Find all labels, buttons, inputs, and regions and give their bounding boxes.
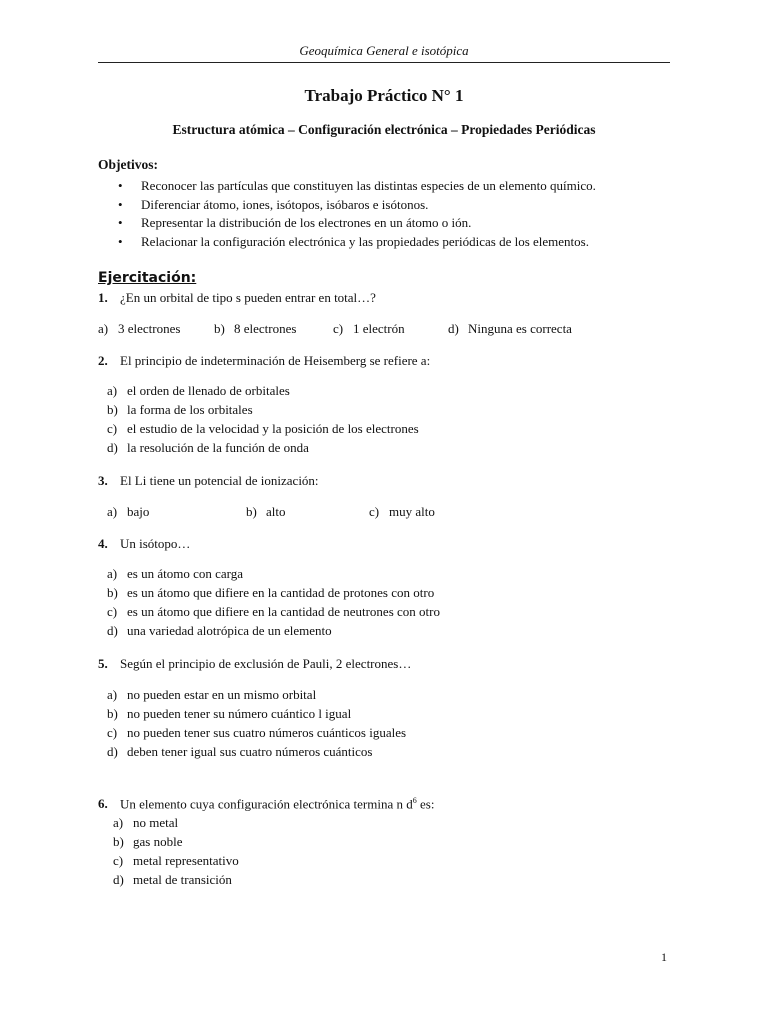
objective-text: Representar la distribución de los electrones en un átomo o ión. (141, 215, 472, 230)
option-5d (107, 744, 372, 760)
objective-item (98, 215, 596, 234)
option-text: 1 electrón (353, 321, 405, 336)
option-text: es un átomo que difiere en la cantidad de neutrones con otro (127, 604, 440, 619)
option-6c (113, 853, 239, 869)
option-letter: d) (107, 744, 118, 759)
option-text: 8 electrones (234, 321, 297, 336)
option-text: bajo (127, 504, 150, 519)
option-text: no metal (133, 815, 179, 830)
question-5 (98, 656, 411, 672)
option-2b (107, 402, 253, 418)
option-6b (113, 834, 182, 850)
document-title: Trabajo Práctico N° 1 (304, 86, 464, 105)
question-3 (98, 473, 319, 489)
option-text: es un átomo con carga (127, 566, 243, 581)
option-text: no pueden tener sus cuatro números cuánticos iguales (127, 725, 407, 740)
option-letter: d) (107, 440, 118, 455)
option-5b (107, 706, 351, 722)
question-text: El principio de indeterminación de Heisemberg se refiere a: (120, 353, 431, 368)
option-letter: b) (107, 585, 118, 600)
option-letter: c) (107, 421, 118, 436)
option-1c (333, 321, 405, 337)
option-1b (214, 321, 296, 337)
option-text: una variedad alotrópica de un elemento (127, 623, 332, 638)
option-5c (107, 725, 406, 741)
page-number: 1 (661, 950, 667, 964)
objective-text: Relacionar la configuración electrónica y las propiedades periódicas de los elementos. (141, 233, 589, 249)
option-3b (246, 504, 286, 520)
question-number: 4. (98, 536, 108, 551)
question-1 (98, 290, 376, 306)
option-letter: c) (333, 321, 344, 336)
option-letter: b) (246, 504, 257, 519)
option-3c (369, 504, 435, 520)
option-text: metal de transición (133, 872, 232, 887)
option-text: muy alto (389, 504, 435, 519)
option-letter: a) (107, 687, 118, 702)
question-2 (98, 353, 430, 369)
objective-text: Diferenciar átomo, iones, isótopos, isóbaros e isótonos. (141, 196, 429, 212)
question-number: 5. (98, 656, 108, 671)
option-2c (107, 421, 419, 437)
objectives-list (98, 178, 596, 252)
question-text: El Li tiene un potencial de ionización: (120, 473, 319, 488)
option-letter: a) (113, 815, 124, 830)
option-letter: a) (107, 383, 118, 398)
question-text: Un elemento cuya configuración electrónica termina n d (120, 796, 413, 812)
option-1d (448, 321, 572, 337)
option-text: 3 electrones (118, 321, 181, 336)
option-text: Ninguna es correcta (468, 321, 572, 336)
objective-text: Reconocer las partículas que constituyen las distintas especies de un elemento químico. (141, 178, 596, 193)
option-letter: c) (107, 604, 118, 619)
question-4 (98, 536, 190, 552)
header-rule (98, 62, 670, 63)
option-text: es un átomo que difiere en la cantidad de protones con otro (127, 585, 435, 600)
option-text: la forma de los orbitales (127, 402, 253, 417)
option-text: el orden de llenado de orbitales (127, 383, 290, 398)
option-6d (113, 872, 232, 888)
option-1a (98, 321, 180, 337)
option-text: no pueden tener su número cuántico l igual (127, 706, 352, 721)
option-text: gas noble (133, 834, 183, 849)
question-number: 3. (98, 473, 108, 488)
question-6 (98, 796, 434, 812)
objective-item (98, 234, 596, 253)
option-2a (107, 383, 290, 399)
question-number: 1. (98, 290, 108, 305)
option-letter: c) (369, 504, 380, 519)
option-letter: b) (107, 402, 118, 417)
question-number: 2. (98, 353, 108, 368)
question-text-end: es: (416, 796, 435, 812)
option-text: deben tener igual sus cuatro números cuánticos (127, 744, 373, 759)
option-letter: d) (448, 321, 459, 336)
option-letter: d) (107, 623, 118, 638)
question-text: Un isótopo… (120, 536, 191, 551)
option-text: alto (266, 504, 286, 519)
question-text: ¿En un orbital de tipo s pueden entrar en total…? (120, 290, 376, 305)
bullet-icon: • (118, 178, 123, 193)
running-header: Geoquímica General e isotópica (299, 43, 469, 58)
option-6a (113, 815, 178, 831)
option-4b (107, 585, 434, 601)
option-letter: a) (98, 321, 109, 336)
option-letter: b) (107, 706, 118, 721)
option-4d (107, 623, 332, 639)
option-letter: a) (107, 566, 118, 581)
option-text: metal representativo (133, 853, 239, 868)
option-letter: c) (107, 725, 118, 740)
option-4c (107, 604, 440, 620)
option-letter: c) (113, 853, 124, 868)
option-5a (107, 687, 316, 703)
objective-item (98, 178, 596, 197)
option-letter: a) (107, 504, 118, 519)
bullet-icon: • (118, 215, 123, 230)
objective-item (98, 197, 596, 216)
bullet-icon: • (118, 233, 123, 249)
option-text: la resolución de la función de onda (127, 440, 309, 455)
option-3a (107, 504, 149, 520)
document-subtitle: Estructura atómica – Configuración electrónica – Propiedades Periódicas (172, 122, 596, 137)
bullet-icon: • (118, 196, 123, 212)
superscript-6: 6 (412, 796, 417, 805)
question-number: 6. (98, 796, 108, 812)
objectives-heading: Objetivos: (98, 157, 158, 172)
option-letter: d) (113, 872, 124, 887)
option-4a (107, 566, 243, 582)
option-text: no pueden estar en un mismo orbital (127, 687, 317, 702)
option-letter: b) (113, 834, 124, 849)
exercises-heading: Ejercitación: (98, 270, 197, 286)
option-2d (107, 440, 309, 456)
option-letter: b) (214, 321, 225, 336)
option-text: el estudio de la velocidad y la posición de los electrones (127, 421, 419, 436)
question-text: Según el principio de exclusión de Pauli, 2 electrones… (120, 656, 412, 671)
